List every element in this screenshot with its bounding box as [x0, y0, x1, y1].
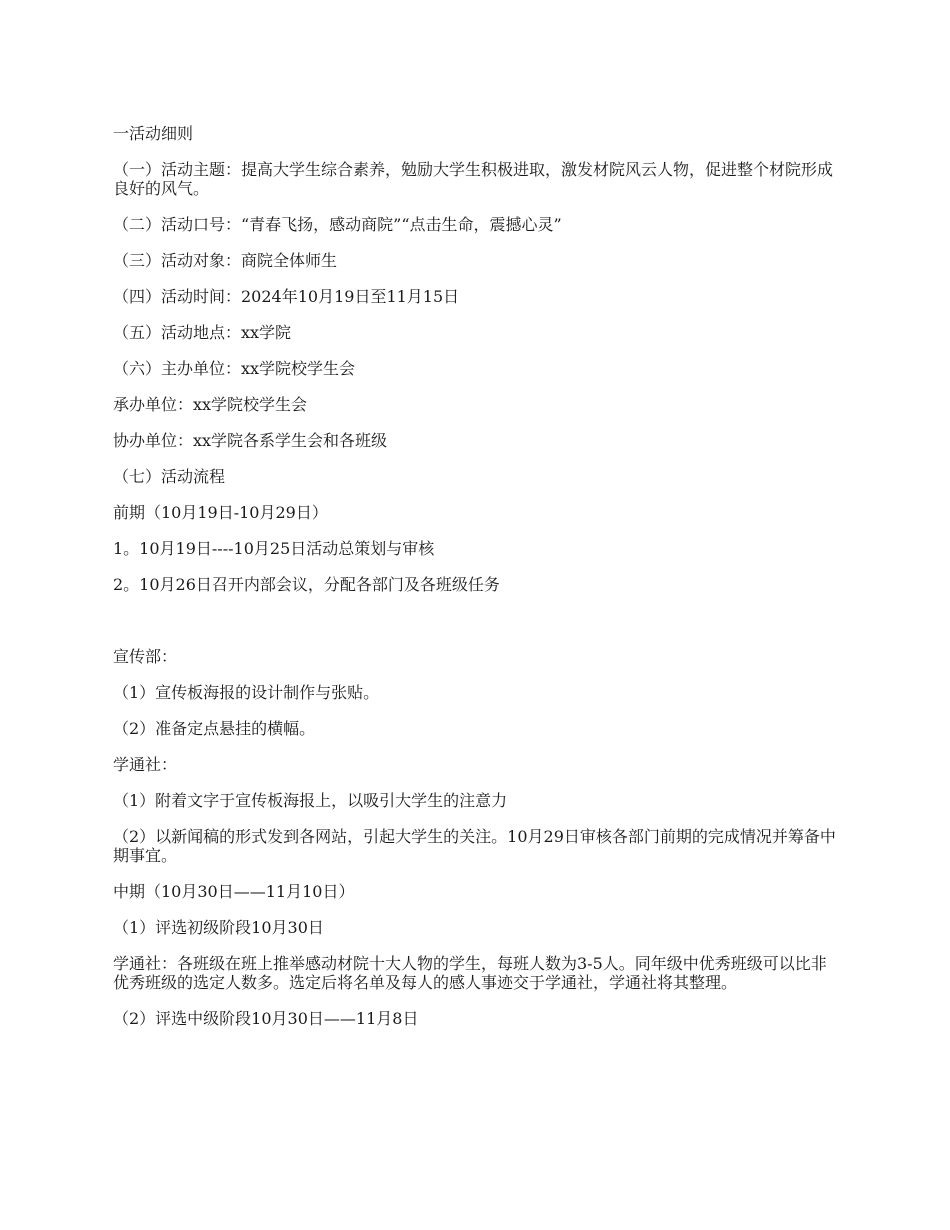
student-news-heading: 学通社：	[113, 755, 178, 774]
student-news-nomination: 学通社：各班级在班上推举感动材院十大人物的学生，每班人数为3-5人。同年级中优秀班级可以比非优秀班级的选定人数多。选定后将名单及每人的感人事迹交于学通社，学通社将其整理。	[113, 954, 827, 992]
publicity-item-1: （1）宣传板海报的设计制作与张贴。	[113, 683, 380, 702]
section-heading: 一活动细则	[113, 124, 194, 143]
mid-phase-item-1: （1）评选初级阶段10月30日	[113, 918, 324, 937]
activity-audience: （三）活动对象：商院全体师生	[113, 251, 338, 270]
undertaker: 承办单位：xx学院校学生会	[113, 395, 308, 414]
student-news-item-1: （1）附着文字于宣传板海报上，以吸引大学生的注意力	[113, 791, 508, 810]
student-news-item-2: （2）以新闻稿的形式发到各网站，引起大学生的关注。10月29日审核各部门前期的完成情况并筹备中期事宜。	[113, 827, 836, 865]
activity-process-heading: （七）活动流程	[113, 467, 226, 486]
co-organizer: 协办单位：xx学院各系学生会和各班级	[113, 431, 388, 450]
activity-location: （五）活动地点：xx学院	[113, 323, 292, 342]
mid-phase-heading: 中期（10月30日——11月10日）	[113, 882, 355, 901]
document-body	[113, 124, 838, 1045]
organizer: （六）主办单位：xx学院校学生会	[113, 359, 356, 378]
mid-phase-item-2: （2）评选中级阶段10月30日——11月8日	[113, 1009, 419, 1028]
paragraph-gap	[113, 611, 838, 647]
activity-theme: （一）活动主题：提高大学生综合素养，勉励大学生积极进取，激发材院风云人物，促进整个材院形成良好的风气。	[113, 160, 834, 198]
activity-slogan: （二）活动口号：“青春飞扬，感动商院”“点击生命，震撼心灵”	[113, 215, 562, 234]
activity-time: （四）活动时间：2024年10月19日至11月15日	[113, 287, 460, 306]
publicity-dept-heading: 宣传部：	[113, 647, 178, 666]
early-phase-item-2: 2。10月26日召开内部会议，分配各部门及各班级任务	[113, 575, 500, 594]
early-phase-item-1: 1。10月19日----10月25日活动总策划与审核	[113, 539, 435, 558]
early-phase-heading: 前期（10月19日-10月29日）	[113, 503, 328, 522]
publicity-item-2: （2）准备定点悬挂的横幅。	[113, 719, 316, 738]
